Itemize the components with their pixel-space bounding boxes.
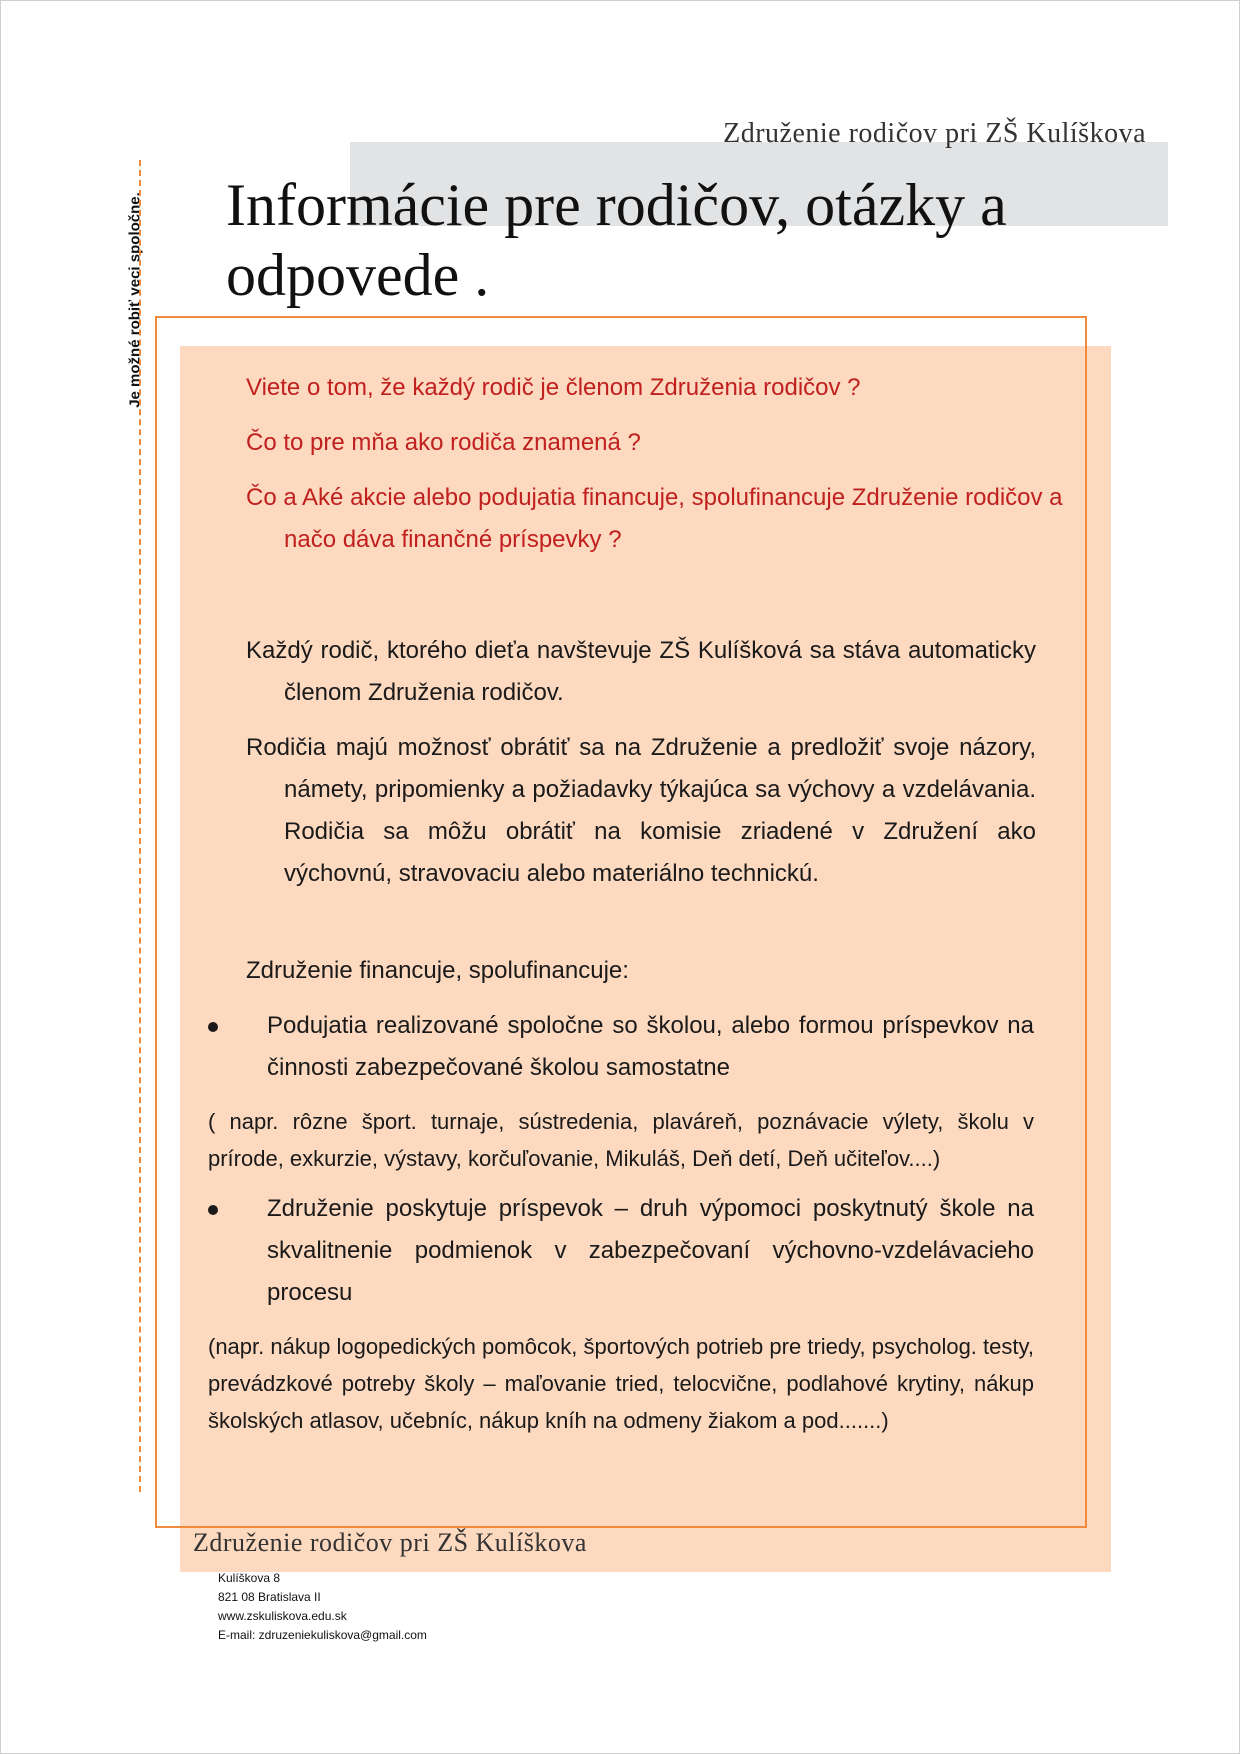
- address-city: 821 08 Bratislava II: [218, 1590, 321, 1604]
- paragraph-rights: Rodičia majú možnosť obrátiť sa na Združenie a predložiť svoje názory, námety, pripomienky a požiadavky týkajúca sa výchovy a vzdelávania. Rodičia sa môžu obrátiť na komisie zriadené v Združení ako výchovnú, stravovaciu alebo materiálno technickú.: [246, 734, 1036, 887]
- website-link[interactable]: www.zskuliskova.edu.sk: [218, 1609, 347, 1623]
- email-link[interactable]: E-mail: zdruzeniekuliskova@gmail.com: [218, 1628, 427, 1642]
- page-title: Informácie pre rodičov, otázky a odpovede .: [226, 172, 1007, 308]
- paragraph-financing-intro: Združenie financuje, spolufinancuje:: [246, 957, 629, 984]
- question-3: Čo a Aké akcie alebo podujatia financuje, spolufinancuje Združenie rodičov a načo dáva finančné príspevky ?: [246, 484, 1063, 553]
- paragraph-membership: Každý rodič, ktorého dieťa navštevuje ZŠ Kulíšková sa stáva automaticky členom Združenia rodičov.: [246, 637, 1036, 706]
- bullet-note-events: ( napr. rôzne šport. turnaje, sústredenia, plaváreň, poznávacie výlety, školu v prírode, exkurzie, výstavy, korčuľovanie, Mikuláš, Deň detí, Deň učiteľov....): [208, 1109, 1034, 1171]
- header-organization: Združenie rodičov pri ZŠ Kulíškova: [723, 118, 1146, 149]
- side-slogan-text: Je možné robiť veci spoločne.: [126, 192, 144, 408]
- address-block: [218, 1569, 427, 1645]
- bullet-icon: [208, 1022, 218, 1032]
- question-1: Viete o tom, že každý rodič je členom Združenia rodičov ?: [246, 374, 861, 401]
- bullet-item-contribution: Združenie poskytuje príspevok – druh výpomoci poskytnutý škole na skvalitnenie podmienok v zabezpečovaní výchovno-vzdelávacieho procesu: [267, 1195, 1034, 1306]
- bullet-note-contribution: (napr. nákup logopedických pomôcok, športových potrieb pre triedy, psycholog. testy, prevádzkové potreby školy – maľovanie tried, telocvične, podlahové krytiny, nákup školských atlasov, učebníc, nákup kníh na odmeny žiakom a pod.......): [208, 1334, 1034, 1433]
- bullet-icon: [208, 1205, 218, 1215]
- footer-organization: Združenie rodičov pri ZŠ Kulíškova: [193, 1528, 587, 1557]
- bullet-item-events: Podujatia realizované spoločne so školou, alebo formou príspevkov na činnosti zabezpečované školou samostatne: [267, 1012, 1034, 1081]
- question-2: Čo to pre mňa ako rodiča znamená ?: [246, 429, 641, 456]
- address-street: Kulíškova 8: [218, 1571, 281, 1585]
